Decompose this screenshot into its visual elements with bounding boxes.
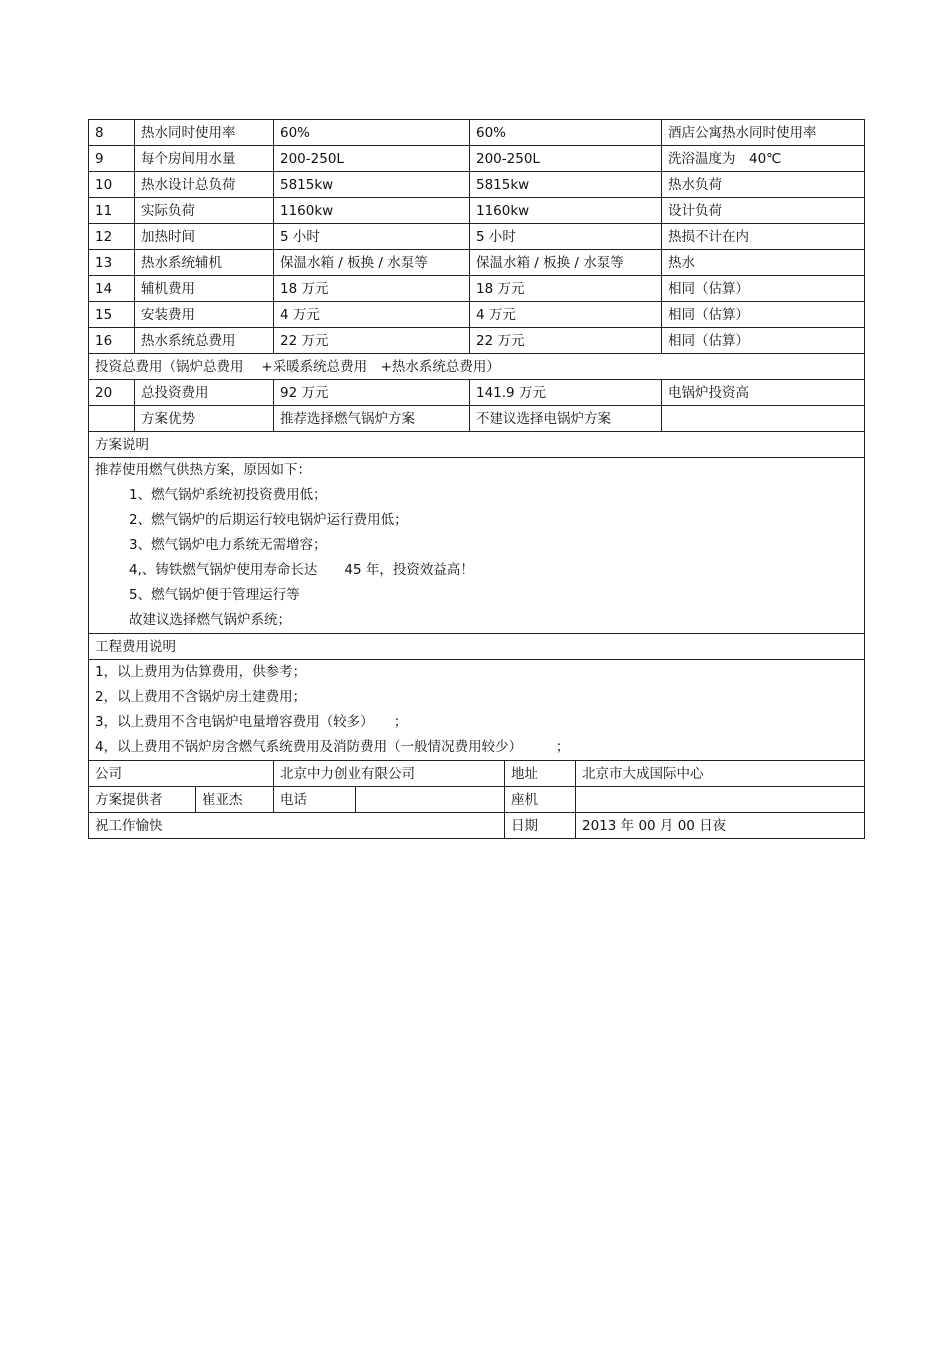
- plan-point: 3、燃气锅炉电力系统无需增容；: [129, 537, 327, 553]
- landline-label: 座机: [505, 787, 576, 813]
- table-row: [89, 276, 865, 302]
- row-gas-value: 保温水箱 / 板换 / 水泵等: [274, 250, 470, 276]
- row-no: 9: [89, 146, 135, 172]
- row-electric-value: 200-250L: [470, 146, 662, 172]
- row-electric-value: 5815kw: [470, 172, 662, 198]
- provider-value: 崔亚杰: [196, 787, 274, 813]
- plan-intro: 推荐使用燃气供热方案，原因如下：: [95, 462, 311, 478]
- contact-table: [88, 760, 865, 839]
- row-no: 16: [89, 328, 135, 354]
- cost-point: 1，以上费用为估算费用，供参考；: [95, 664, 307, 680]
- plan-title-row: [89, 432, 865, 458]
- row-item: 热水系统总费用: [135, 328, 274, 354]
- row-remark: 相同（估算）: [662, 302, 865, 328]
- row-item: 热水设计总负荷: [135, 172, 274, 198]
- phone-label: 电话: [274, 787, 356, 813]
- date-label: 日期: [505, 813, 576, 839]
- plan-point: 4,、铸铁燃气锅炉使用寿命长达 45 年，投资效益高！: [129, 562, 474, 578]
- row-electric-value: 1160kw: [470, 198, 662, 224]
- cost-point: 3，以上费用不含电锅炉电量增容费用（较多） ；: [95, 714, 408, 730]
- plan-title: 方案说明: [89, 432, 865, 458]
- total-row: [89, 380, 865, 406]
- row-item: 实际负荷: [135, 198, 274, 224]
- address-label: 地址: [505, 761, 576, 787]
- quotation-document: [88, 119, 864, 839]
- landline-value: [576, 787, 865, 813]
- row-remark: 酒店公寓热水同时使用率: [662, 120, 865, 146]
- row-remark: 洗浴温度为 40℃: [662, 146, 865, 172]
- row-item: 热水同时使用率: [135, 120, 274, 146]
- total-item: 总投资费用: [135, 380, 274, 406]
- invest-header-row: [89, 354, 865, 380]
- row-gas-value: 5 小时: [274, 224, 470, 250]
- company-label: 公司: [89, 761, 274, 787]
- company-value: 北京中力创业有限公司: [274, 761, 505, 787]
- cost-title: 工程费用说明: [89, 634, 865, 660]
- row-electric-value: 60%: [470, 120, 662, 146]
- comparison-table: [88, 119, 865, 761]
- table-row: [89, 120, 865, 146]
- invest-header: 投资总费用（锅炉总费用 +采暖系统总费用 +热水系统总费用）: [89, 354, 865, 380]
- plan-point: 2、燃气锅炉的后期运行较电锅炉运行费用低；: [129, 512, 408, 528]
- row-gas-value: 18 万元: [274, 276, 470, 302]
- row-no: 10: [89, 172, 135, 198]
- plan-point: 5、燃气锅炉便于管理运行等: [129, 587, 300, 603]
- comparison-rows: [89, 120, 865, 354]
- row-no: 11: [89, 198, 135, 224]
- row-electric-value: 5 小时: [470, 224, 662, 250]
- phone-value: [356, 787, 505, 813]
- row-remark: 相同（估算）: [662, 328, 865, 354]
- row-item: 热水系统辅机: [135, 250, 274, 276]
- row-gas-value: 22 万元: [274, 328, 470, 354]
- advantage-no: [89, 406, 135, 432]
- total-no: 20: [89, 380, 135, 406]
- row-item: 安装费用: [135, 302, 274, 328]
- cost-title-row: [89, 634, 865, 660]
- table-row: [89, 328, 865, 354]
- row-gas-value: 5815kw: [274, 172, 470, 198]
- plan-body-row: [89, 458, 865, 634]
- total-elec: 141.9 万元: [470, 380, 662, 406]
- row-electric-value: 22 万元: [470, 328, 662, 354]
- address-value: 北京市大成国际中心: [576, 761, 865, 787]
- row-no: 15: [89, 302, 135, 328]
- company-row: [89, 761, 865, 787]
- row-gas-value: 4 万元: [274, 302, 470, 328]
- plan-conclusion: 故建议选择燃气锅炉系统；: [129, 612, 291, 628]
- row-no: 14: [89, 276, 135, 302]
- table-row: [89, 302, 865, 328]
- row-item: 辅机费用: [135, 276, 274, 302]
- cost-point: 4，以上费用不锅炉房含燃气系统费用及消防费用（一般情况费用较少） ；: [95, 739, 570, 755]
- advantage-gas: 推荐选择燃气锅炉方案: [274, 406, 470, 432]
- row-remark: 相同（估算）: [662, 276, 865, 302]
- table-row: [89, 198, 865, 224]
- row-remark: 设计负荷: [662, 198, 865, 224]
- advantage-row: [89, 406, 865, 432]
- row-electric-value: 18 万元: [470, 276, 662, 302]
- date-value: 2013 年 00 月 00 日夜: [576, 813, 865, 839]
- row-no: 12: [89, 224, 135, 250]
- row-remark: 热损不计在内: [662, 224, 865, 250]
- date-row: [89, 813, 865, 839]
- table-row: [89, 146, 865, 172]
- row-electric-value: 保温水箱 / 板换 / 水泵等: [470, 250, 662, 276]
- row-item: 每个房间用水量: [135, 146, 274, 172]
- provider-row: [89, 787, 865, 813]
- cost-point: 2，以上费用不含锅炉房土建费用；: [95, 689, 307, 705]
- advantage-elec: 不建议选择电锅炉方案: [470, 406, 662, 432]
- row-electric-value: 4 万元: [470, 302, 662, 328]
- row-gas-value: 200-250L: [274, 146, 470, 172]
- advantage-remark: [662, 406, 865, 432]
- row-remark: 热水负荷: [662, 172, 865, 198]
- row-remark: 热水: [662, 250, 865, 276]
- plan-point: 1、燃气锅炉系统初投资费用低；: [129, 487, 327, 503]
- plan-body: [89, 458, 865, 634]
- advantage-item: 方案优势: [135, 406, 274, 432]
- total-gas: 92 万元: [274, 380, 470, 406]
- table-row: [89, 172, 865, 198]
- row-item: 加热时间: [135, 224, 274, 250]
- table-row: [89, 224, 865, 250]
- row-gas-value: 60%: [274, 120, 470, 146]
- row-no: 13: [89, 250, 135, 276]
- wish-text: 祝工作愉快: [89, 813, 505, 839]
- row-gas-value: 1160kw: [274, 198, 470, 224]
- provider-label: 方案提供者: [89, 787, 196, 813]
- cost-body-row: [89, 660, 865, 761]
- cost-body: [89, 660, 865, 761]
- table-row: [89, 250, 865, 276]
- total-remark: 电锅炉投资高: [662, 380, 865, 406]
- row-no: 8: [89, 120, 135, 146]
